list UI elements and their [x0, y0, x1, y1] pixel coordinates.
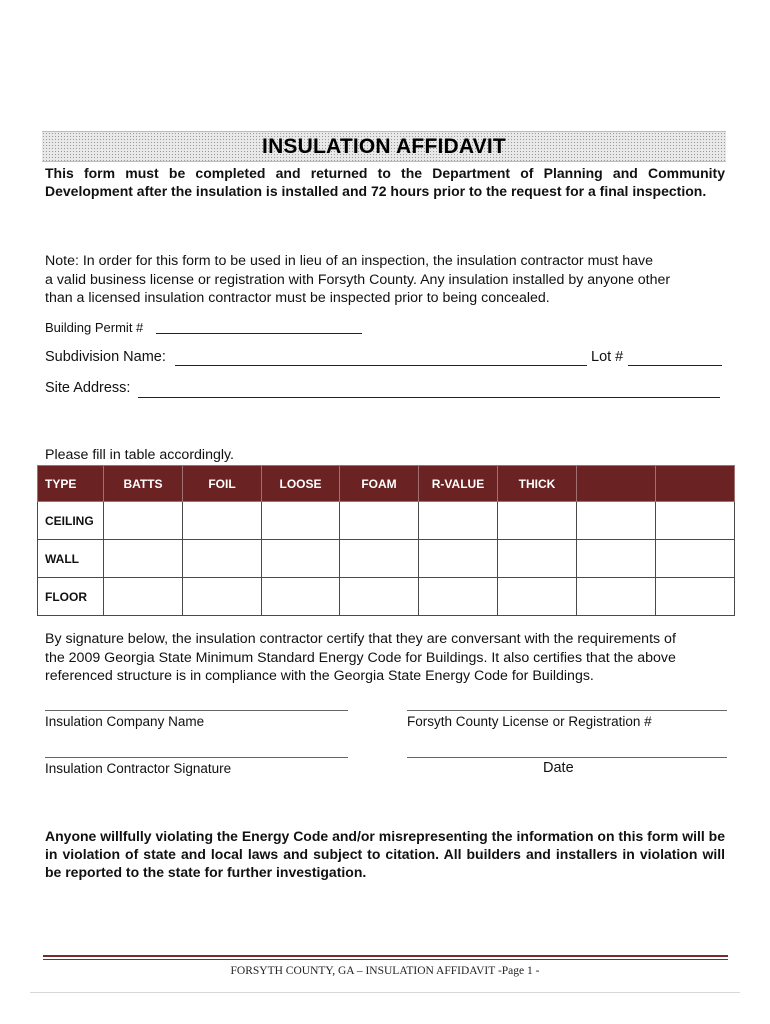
table-row: [38, 540, 735, 578]
building-permit-label: Building Permit #: [45, 320, 144, 335]
certification-paragraph: [45, 630, 735, 686]
row-label: CEILING: [38, 502, 104, 540]
signature-field[interactable]: [45, 757, 348, 758]
license-field[interactable]: [407, 710, 727, 711]
page-bottom-divider: [30, 992, 740, 993]
column-header: FOAM: [340, 466, 419, 502]
column-header: [577, 466, 656, 502]
certification-line: the 2009 Georgia State Minimum Standard Energy Code for Buildings. It also certifies that the above: [45, 649, 676, 666]
table-cell[interactable]: [104, 540, 183, 578]
site-address-field[interactable]: [138, 397, 720, 398]
table-cell[interactable]: [262, 540, 340, 578]
column-header: BATTS: [104, 466, 183, 502]
table-cell[interactable]: [419, 578, 498, 616]
lot-field[interactable]: [628, 365, 722, 366]
column-header: TYPE: [38, 466, 104, 502]
table-row: [38, 502, 735, 540]
column-header: FOIL: [183, 466, 262, 502]
date-field[interactable]: [407, 757, 727, 758]
table-cell[interactable]: [498, 540, 577, 578]
table-cell[interactable]: [656, 502, 735, 540]
table-cell[interactable]: [498, 578, 577, 616]
column-header: LOOSE: [262, 466, 340, 502]
row-label: WALL: [38, 540, 104, 578]
table-cell[interactable]: [183, 578, 262, 616]
table-cell[interactable]: [262, 578, 340, 616]
certification-line: By signature below, the insulation contractor certify that they are conversant with the requirements of: [45, 631, 676, 647]
company-name-field[interactable]: [45, 710, 348, 711]
table-cell[interactable]: [340, 540, 419, 578]
table-cell[interactable]: [104, 502, 183, 540]
license-label: Forsyth County License or Registration #: [407, 714, 652, 729]
table-cell[interactable]: [498, 502, 577, 540]
row-label: FLOOR: [38, 578, 104, 616]
date-label: Date: [543, 760, 574, 776]
signature-label: Insulation Contractor Signature: [45, 761, 232, 776]
column-header: R-VALUE: [419, 466, 498, 502]
page-footer: FORSYTH COUNTY, GA – INSULATION AFFIDAVIT -Page 1 -: [230, 965, 540, 977]
table-cell[interactable]: [656, 578, 735, 616]
table-cell[interactable]: [262, 502, 340, 540]
footer-divider: [43, 955, 728, 957]
note-line: Note: In order for this form to be used in lieu of an inspection, the insulation contractor must have: [45, 253, 654, 269]
footer-divider: [43, 959, 728, 960]
table-row: [38, 578, 735, 616]
subdivision-label: Subdivision Name:: [45, 349, 166, 365]
table-cell[interactable]: [340, 502, 419, 540]
note-paragraph: [45, 252, 729, 308]
site-address-label: Site Address:: [45, 380, 131, 396]
table-instruction: Please fill in table accordingly.: [45, 447, 235, 463]
intro-paragraph: This form must be completed and returned to the Department of Planning and Community Development after the insulation is installed and 72 hours prior to the request for a final inspection.: [45, 165, 725, 199]
certification-line: referenced structure is in compliance with the Georgia State Energy Code for Buildings.: [45, 668, 594, 684]
subdivision-field[interactable]: [175, 365, 587, 366]
table-cell[interactable]: [577, 502, 656, 540]
page-title: INSULATION AFFIDAVIT: [262, 134, 506, 158]
building-permit-field[interactable]: [156, 333, 362, 334]
column-header: [656, 466, 735, 502]
column-header: THICK: [498, 466, 577, 502]
title-band: [42, 131, 726, 162]
table-cell[interactable]: [577, 540, 656, 578]
table-header-row: [38, 466, 735, 502]
table-cell[interactable]: [183, 502, 262, 540]
warning-paragraph: Anyone willfully violating the Energy Code and/or misrepresenting the information on this form will be in violation of state and local laws and subject to citation. All builders and installers in violation will be reported to the state for further investigation.: [45, 828, 725, 880]
table-cell[interactable]: [340, 578, 419, 616]
lot-label: Lot #: [591, 349, 624, 365]
table-cell[interactable]: [183, 540, 262, 578]
table-cell[interactable]: [577, 578, 656, 616]
table-cell[interactable]: [419, 502, 498, 540]
table-cell[interactable]: [656, 540, 735, 578]
table-cell[interactable]: [104, 578, 183, 616]
company-name-label: Insulation Company Name: [45, 714, 205, 729]
note-line: than a licensed insulation contractor must be inspected prior to being concealed.: [45, 290, 550, 306]
insulation-table: [37, 465, 735, 616]
note-line: a valid business license or registration with Forsyth County. Any insulation installed by anyone other: [45, 271, 671, 288]
table-cell[interactable]: [419, 540, 498, 578]
